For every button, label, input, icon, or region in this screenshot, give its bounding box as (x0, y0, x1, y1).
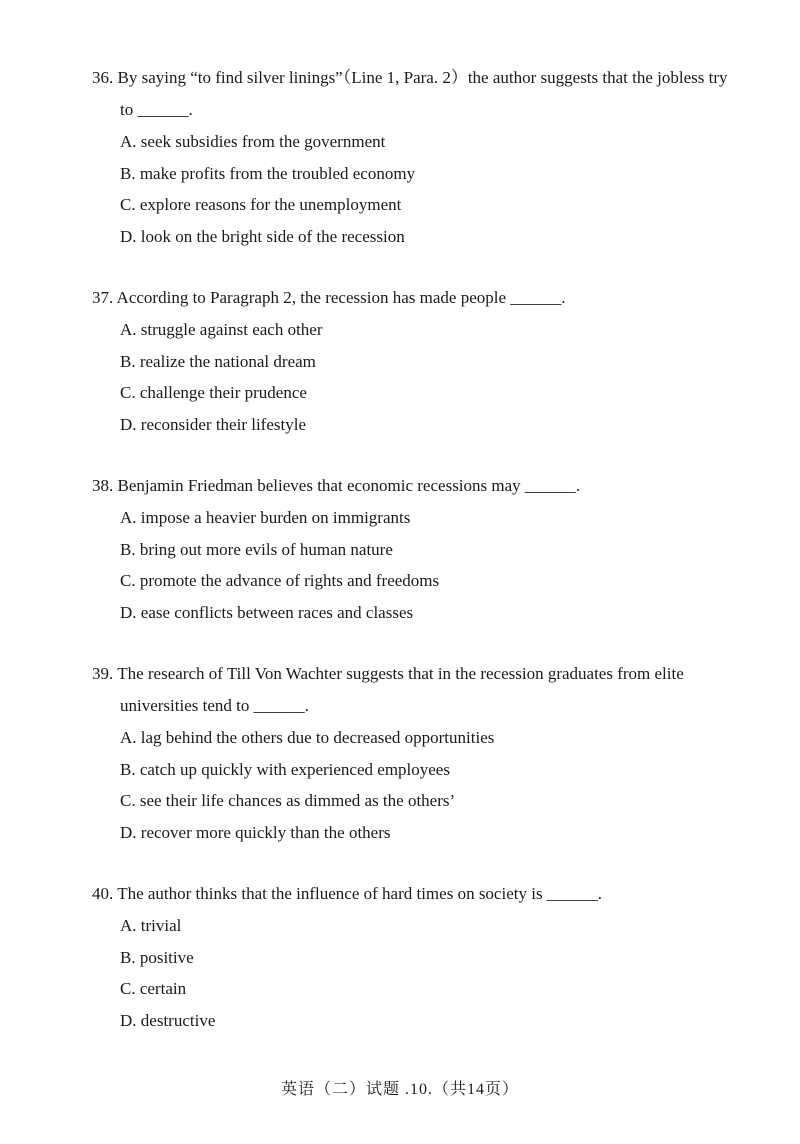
exam-page (92, 62, 742, 1066)
option-b: B. catch up quickly with experienced employees (120, 759, 450, 779)
option-a: A. trivial (120, 916, 182, 935)
question-37 (92, 282, 742, 440)
question-39 (92, 658, 742, 848)
option-d: D. reconsider their lifestyle (120, 414, 306, 434)
option-c: C. see their life chances as dimmed as the others’ (120, 791, 456, 810)
question-stem: 36. By saying “to find silver linings”（Line 1, Para. 2）the author suggests that the jobless try to ______. (92, 68, 728, 119)
question-stem: 37. According to Paragraph 2, the recession has made people ______. (92, 288, 566, 307)
option-a: A. lag behind the others due to decreased opportunities (120, 728, 495, 747)
option-b: B. make profits from the troubled economy (120, 163, 416, 183)
option-c: C. challenge their prudence (120, 383, 307, 402)
question-40 (92, 878, 742, 1036)
option-a: A. struggle against each other (120, 320, 323, 339)
option-d: D. ease conflicts between races and classes (120, 602, 414, 622)
option-c: C. certain (120, 979, 187, 998)
option-a: A. seek subsidies from the government (120, 132, 386, 151)
option-d: D. destructive (120, 1010, 216, 1030)
option-c: C. promote the advance of rights and freedoms (120, 571, 440, 590)
option-a: A. impose a heavier burden on immigrants (120, 508, 411, 527)
option-c: C. explore reasons for the unemployment (120, 195, 402, 214)
question-stem: 40. The author thinks that the influence of hard times on society is ______. (92, 884, 603, 903)
option-b: B. bring out more evils of human nature (120, 539, 393, 559)
question-38 (92, 470, 742, 628)
question-stem: 38. Benjamin Friedman believes that economic recessions may ______. (92, 476, 581, 495)
page-footer: 英语（二）试题 .10.（共14页） (280, 1081, 519, 1098)
question-stem: 39. The research of Till Von Wachter suggests that in the recession graduates from elite universities tend to ______. (92, 664, 684, 715)
option-d: D. look on the bright side of the recession (120, 226, 405, 246)
option-b: B. positive (120, 947, 194, 967)
question-36 (92, 62, 742, 252)
option-d: D. recover more quickly than the others (120, 822, 391, 842)
option-b: B. realize the national dream (120, 351, 316, 371)
